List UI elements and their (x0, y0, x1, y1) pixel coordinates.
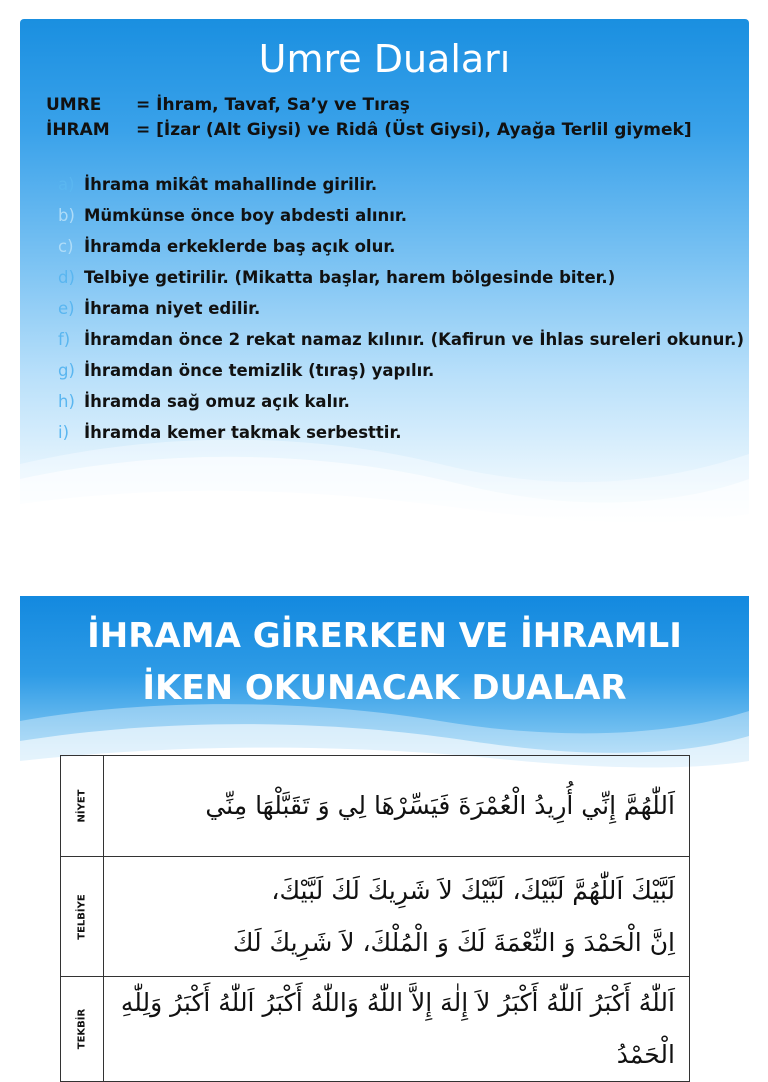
list-item-text: İhramda sağ omuz açık kalır. (84, 392, 350, 411)
definition-ihram (46, 120, 692, 140)
definition-value: = İhram, Tavaf, Sa’y ve Tıraş (136, 95, 410, 115)
list-item (58, 423, 744, 454)
list-item-text: Mümkünse önce boy abdesti alınır. (84, 206, 407, 225)
list-item (58, 299, 744, 330)
definition-key: UMRE (46, 95, 102, 115)
list-item-text: Telbiye getirilir. (Mikatta başlar, harem bölgesinde biter.) (84, 268, 616, 287)
list-item (58, 175, 744, 206)
list-item (58, 268, 744, 299)
list-item (58, 330, 744, 361)
list-item (58, 206, 744, 237)
list-marker: h) (58, 392, 75, 411)
table-row (61, 857, 690, 977)
slide-title: Umre Duaları (258, 37, 511, 81)
list-item-text: İhrama mikât mahallinde girilir. (84, 175, 378, 194)
slide-umre-dualari (20, 19, 749, 529)
row-label: NİYET (76, 789, 88, 823)
row-label-cell (61, 857, 104, 977)
list-marker: g) (58, 361, 75, 380)
dua-text-cell (104, 857, 690, 977)
row-label-cell (61, 756, 104, 857)
slide-title (20, 610, 749, 714)
list-item (58, 392, 744, 423)
list-item-text: İhrama niyet edilir. (84, 299, 261, 318)
list-item (58, 361, 744, 392)
row-label-cell (61, 977, 104, 1082)
definition-key: İHRAM (46, 120, 110, 140)
title-line-2: İKEN OKUNACAK DUALAR (142, 668, 627, 708)
table-row (61, 977, 690, 1082)
list-marker: a) (58, 175, 75, 194)
list-marker: i) (58, 423, 70, 442)
list-item-text: İhramdan önce 2 rekat namaz kılınır. (Kafirun ve İhlas sureleri okunur.) (84, 330, 744, 349)
dua-line: اَللّٰهُمَّ إِنِّي أُرِيدُ الْعُمْرَةَ فَيَسِّرْهَا لِي وَ تَقَبَّلْهَا مِنِّي (205, 791, 675, 820)
row-label: TELBİYE (76, 893, 88, 940)
rules-list (58, 175, 744, 454)
table-row (61, 756, 690, 857)
list-marker: b) (58, 206, 75, 225)
list-marker: c) (58, 237, 74, 256)
dua-line: لَبَّيْكَ اَللّٰهُمَّ لَبَّيْكَ، لَبَّيْكَ لاَ شَرِيكَ لَكَ لَبَّيْكَ، (271, 875, 675, 905)
list-item-text: İhramda erkeklerde baş açık olur. (84, 237, 396, 256)
dua-text-cell (104, 977, 690, 1082)
dua-text-cell (104, 756, 690, 857)
title-line-1: İHRAMA GİRERKEN VE İHRAMLI (87, 616, 682, 656)
row-label: TEKBİR (76, 1008, 88, 1050)
dua-line: اِنَّ الْحَمْدَ وَ النِّعْمَةَ لَكَ وَ الْمُلْكَ، لاَ شَرِيكَ لَكَ (232, 927, 675, 957)
slide-ihram-dualari (20, 596, 749, 1069)
list-item (58, 237, 744, 268)
list-item-text: İhramdan önce temizlik (tıraş) yapılır. (84, 361, 435, 380)
list-marker: e) (58, 299, 75, 318)
definition-umre (46, 95, 410, 115)
list-item-text: İhramda kemer takmak serbesttir. (84, 423, 402, 442)
dua-line: اَللّٰهُ أَكْبَرُ اَللّٰهُ أَكْبَرُ لاَ إِلٰهَ إِلاَّ اللّٰهُ وَاللّٰهُ أَكْبَرُ اَللّٰهُ أَكْبَرُ وَلِلّٰهِ الْحَمْدُ (120, 988, 675, 1069)
list-marker: d) (58, 268, 75, 287)
definition-value: = [İzar (Alt Giysi) ve Ridâ (Üst Giysi), Ayağa Terlil giymek] (136, 120, 692, 140)
dua-table (60, 755, 690, 1082)
list-marker: f) (58, 330, 71, 349)
